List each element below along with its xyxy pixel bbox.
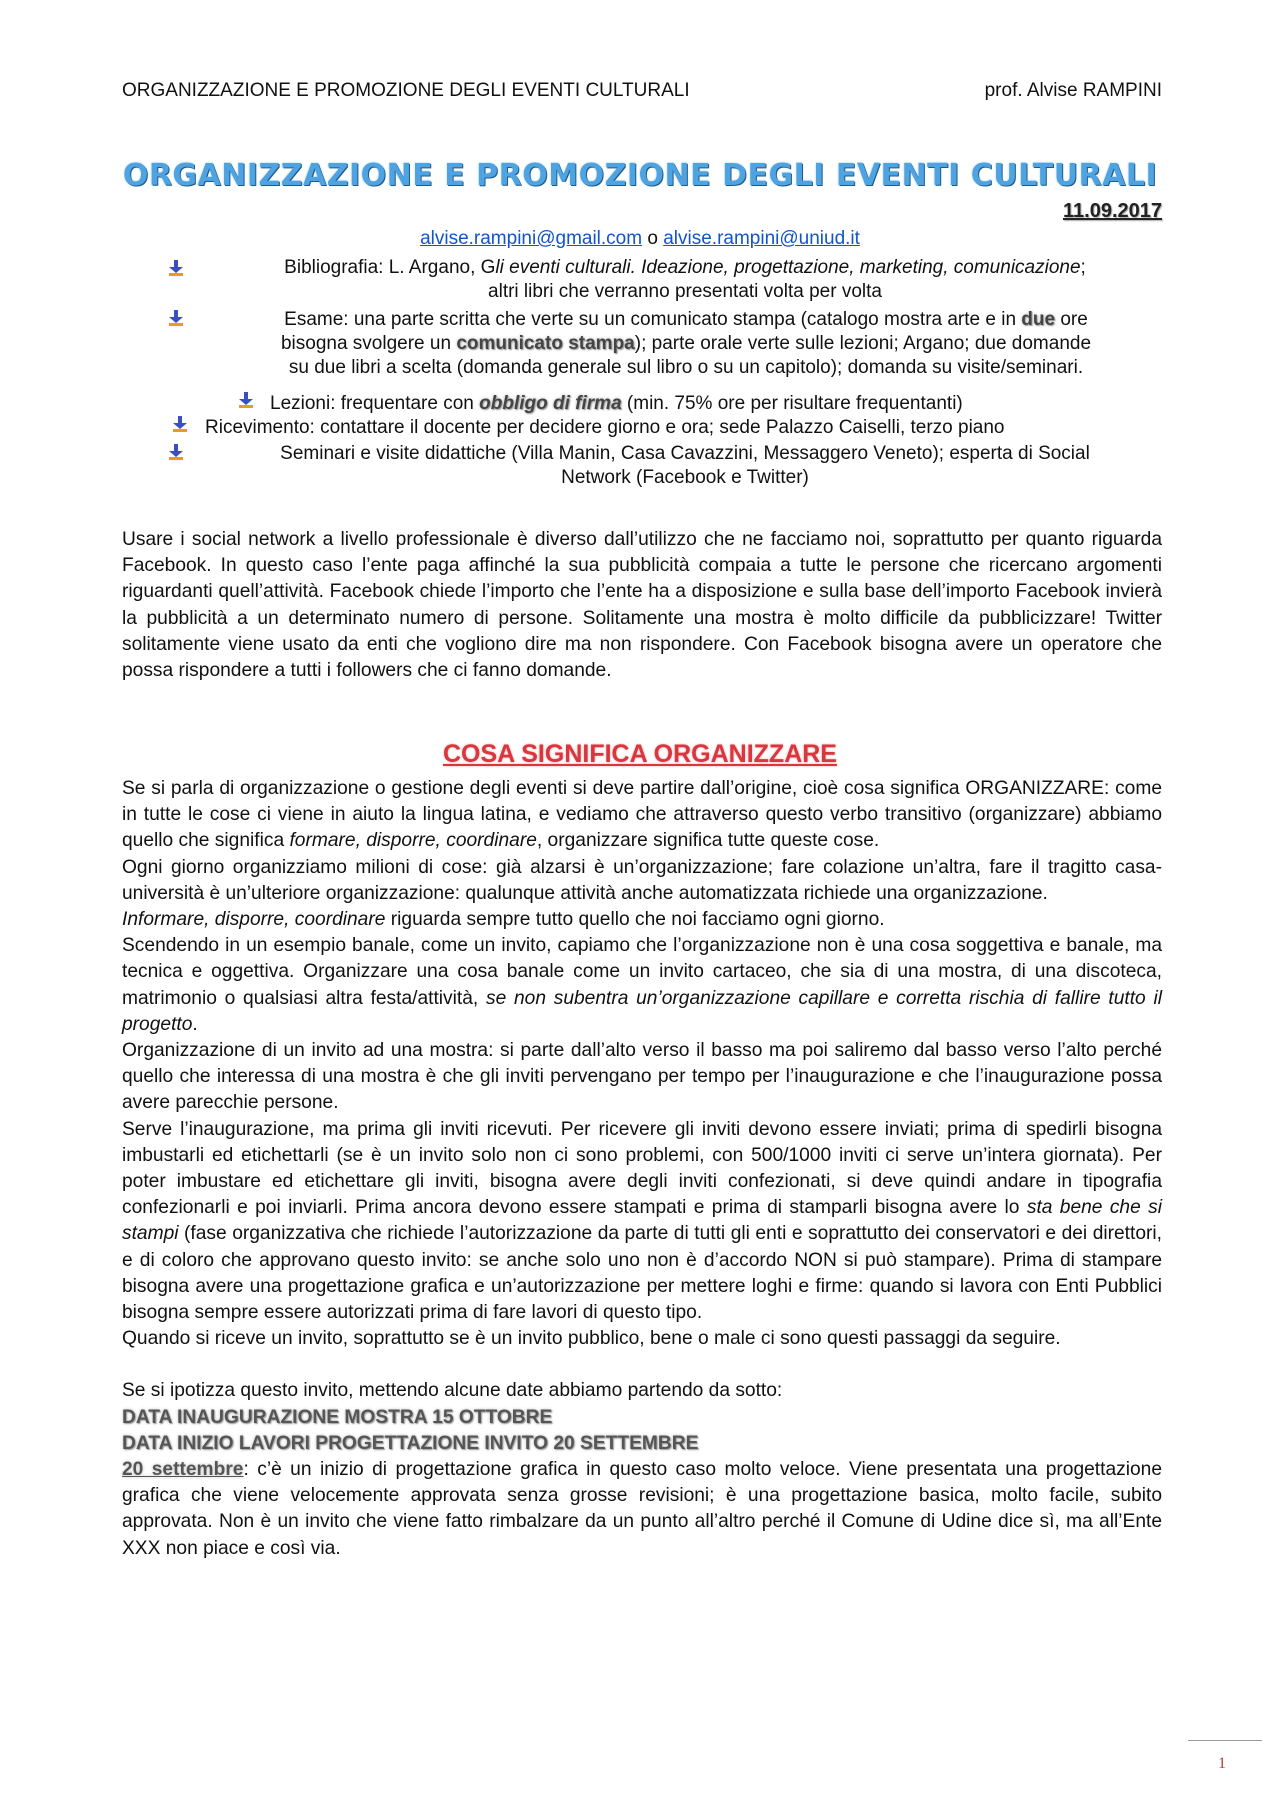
paragraph-inauguration xyxy=(122,1117,1162,1327)
page-number: 1 xyxy=(1218,1755,1226,1772)
example-text: Scendendo in un esempio banale, come un invito, capiamo che l’organizzazione non è una cosa soggettiva e banale, ma tecnica e oggettiva. Organizzare una cosa banale come un invito cartaceo, che sia di una mostra, di una discoteca, matrimonio o qualsiasi altra festa/attività, xyxy=(122,935,1162,1009)
exam-emphasis-press-release: comunicato stampa xyxy=(456,333,635,354)
bullet-arrow-icon xyxy=(167,309,185,327)
paragraph-hypothesis: Se si ipotizza questo invito, mettendo alcune date abbiamo partendo da sotto: xyxy=(122,1380,783,1402)
september-text: : c’è un inizio di progettazione grafica in questo caso molto veloce. Viene presentata una progettazione grafica che viene velocemente approvata senza grosse revisioni; è una progettazione basica, molto facile, subito approvata. Non è un invito che viene fatto rimbalzare da un punto all’altro perché il Comune di Udine dice sì, ma all’Ente XXX non piace e così via. xyxy=(122,1459,1163,1559)
document-title: ORGANIZZAZIONE E PROMOZIONE DEGLI EVENTI CULTURALI xyxy=(122,158,1158,193)
contact-emails xyxy=(0,228,1280,250)
inform-text: riguarda sempre tutto quello che noi facciamo ogni giorno. xyxy=(385,909,885,931)
date-inauguration-text: DATA INAUGURAZIONE MOSTRA 15 OTTOBRE xyxy=(122,1406,553,1428)
seminars-text: Seminari e visite didattiche (Villa Manin, Casa Cavazzini, Messaggero Veneto); esperta di Social xyxy=(280,443,1090,464)
definition-text: , organizzare significa tutte queste cose. xyxy=(536,830,880,852)
paragraph-september xyxy=(122,1457,1162,1562)
intro-paragraph xyxy=(122,527,1162,684)
bullet-exam xyxy=(198,308,1174,380)
inform-italic: Informare, disporre, coordinare xyxy=(122,909,386,931)
date-design-start-text: DATA INIZIO LAVORI PROGETTAZIONE INVITO 20 SETTEMBRE xyxy=(122,1432,699,1454)
exam-emphasis-two: due xyxy=(1021,309,1056,330)
header-professor: prof. Alvise RAMPINI xyxy=(984,80,1162,101)
footer-divider xyxy=(1188,1740,1262,1741)
seminars-text: Network (Facebook e Twitter) xyxy=(561,467,809,488)
example-italic: se non subentra un’organizzazione capillare e corretta rischia di fallire tutto il progetto xyxy=(122,987,1162,1035)
section-body xyxy=(122,776,1162,1562)
lecture-date: 11.09.2017 xyxy=(1063,200,1162,222)
exam-text: su due libri a scelta (domanda generale sul libro o su un capitolo); domanda su visite/seminari. xyxy=(288,357,1084,378)
bullet-arrow-icon xyxy=(167,443,185,461)
lessons-text: Lezioni: frequentare con xyxy=(270,393,480,414)
paragraph-steps: Quando si riceve un invito, soprattutto se è un invito pubblico, bene o male ci sono questi passaggi da seguire. xyxy=(122,1328,1061,1350)
bullet-arrow-icon xyxy=(171,415,189,433)
exam-text: ); parte orale verte sulle lezioni; Argano; due domande xyxy=(634,333,1092,354)
lessons-emphasis-signature: obbligo di firma xyxy=(479,393,622,414)
paragraph-example xyxy=(122,933,1162,1038)
bibliography-punct: ; xyxy=(1080,257,1086,278)
bullet-office-hours: Ricevimento: contattare il docente per decidere giorno e ora; sede Palazzo Caiselli, terzo piano xyxy=(205,417,1005,438)
date-design-start xyxy=(122,1431,1162,1457)
inauguration-text: Serve l’inaugurazione, ma prima gli inviti ricevuti. Per ricevere gli inviti devono essere inviati; prima di spedirli bisogna imbustarli ed etichettarli (se è un invito solo non ci sono problemi, con 500/1000 inviti ci serve un’intera giornata). Per poter imbustare ed etichettare gli inviti, bisogna avere degli inviti confezionati, si deve quindi andare in tipografia confezionarli e poi inviarli. Prima ancora devono essere stampati e prima di stamparli bisogna avere lo xyxy=(122,1118,1162,1219)
bullet-arrow-icon xyxy=(237,391,255,409)
bibliography-text: Bibliografia: L. Argano, G xyxy=(284,257,496,278)
email-separator: o xyxy=(642,228,664,249)
inauguration-italic: sta bene che si stampi xyxy=(122,1197,1162,1245)
bullet-lessons xyxy=(270,392,1110,416)
date-inauguration xyxy=(122,1405,1162,1431)
example-text: . xyxy=(192,1013,198,1035)
bullet-bibliography xyxy=(200,256,1170,304)
definition-italic: formare, disporre, coordinare xyxy=(289,830,537,852)
september-date: 20 settembre xyxy=(122,1459,244,1481)
inauguration-text: (fase organizzativa che richiede l’autorizzazione da parte di tutti gli enti e soprattutto dei conservatori e dei direttori, e di coloro che approvano questo invito: se anche solo uno non è d’accordo NON si può stampare). Prima di stampare bisogna avere una progettazione grafica e un’autorizzazione per mettere loghi e firme: quando si lavora con Enti Pubblici bisogna sempre essere autorizzati prima di fare lavori di questo tipo. xyxy=(122,1223,1162,1324)
paragraph-daily: Ogni giorno organizziamo milioni di cose: già alzarsi è un’organizzazione; fare colazione un’altra, fare il tragitto casa-università è un’ulteriore organizzazione: qualunque attività anche automatizzata richiede una organizzazione. xyxy=(122,856,1162,904)
exam-text: Esame: una parte scritta che verte su un comunicato stampa (catalogo mostra arte e in xyxy=(284,309,1022,330)
bibliography-book-title: li eventi culturali. Ideazione, progettazione, marketing, comunicazione xyxy=(495,257,1081,278)
bullet-seminars xyxy=(200,442,1170,490)
email-link-uniud[interactable]: alvise.rampini@uniud.it xyxy=(663,228,860,249)
intro-text: Usare i social network a livello professionale è diverso dall’utilizzo che ne facciamo noi, soprattutto per quanto riguarda Facebook. In questo caso l’ente paga affinché la sua pubblicità compaia a tutte le persone che ricercano argomenti riguardanti quell’attività. Facebook chiede l’importo che l’ente ha a disposizione e sulla base dell’importo Facebook invierà la pubblicità a un determinato numero di persone. Solitamente una mostra è molto difficile da pubblicizzare! Twitter solitamente viene usato da enti che vogliono dire ma non rispondere. Con Facebook bisogna avere un operatore che possa rispondere a tutti i followers che ci fanno domande. xyxy=(122,529,1162,682)
definition-text: Se si parla di organizzazione o gestione degli eventi si deve partire dall’origine, cioè cosa significa ORGANIZZARE: come in tutte le cose ci viene in aiuto la lingua latina, e vediamo che attraverso questo verbo transitivo (organizzare) abbiamo quello che significa xyxy=(122,778,1162,852)
header-course-title: ORGANIZZAZIONE E PROMOZIONE DEGLI EVENTI CULTURALI xyxy=(122,80,690,101)
paragraph-inform xyxy=(122,907,1162,933)
email-link-gmail[interactable]: alvise.rampini@gmail.com xyxy=(420,228,643,249)
bullet-arrow-icon xyxy=(167,259,185,277)
running-header xyxy=(122,80,1162,102)
blank-line xyxy=(122,1352,1162,1378)
paragraph-definition xyxy=(122,776,1162,855)
exam-text: bisogna svolgere un xyxy=(280,333,457,354)
section-heading: COSA SIGNIFICA ORGANIZZARE xyxy=(443,740,837,768)
exam-text: ore xyxy=(1055,309,1088,330)
paragraph-invite-organization: Organizzazione di un invito ad una mostra: si parte dall’alto verso il basso ma poi saliremo dal basso verso l’alto perché quello che interessa di una mostra è che gli inviti pervengano per tempo per l’inaugurazione e che l’inaugurazione possa avere parecchie persone. xyxy=(122,1040,1162,1114)
bibliography-more: altri libri che verranno presentati volta per volta xyxy=(488,281,882,302)
lessons-text: (min. 75% ore per risultare frequentanti) xyxy=(621,393,963,414)
